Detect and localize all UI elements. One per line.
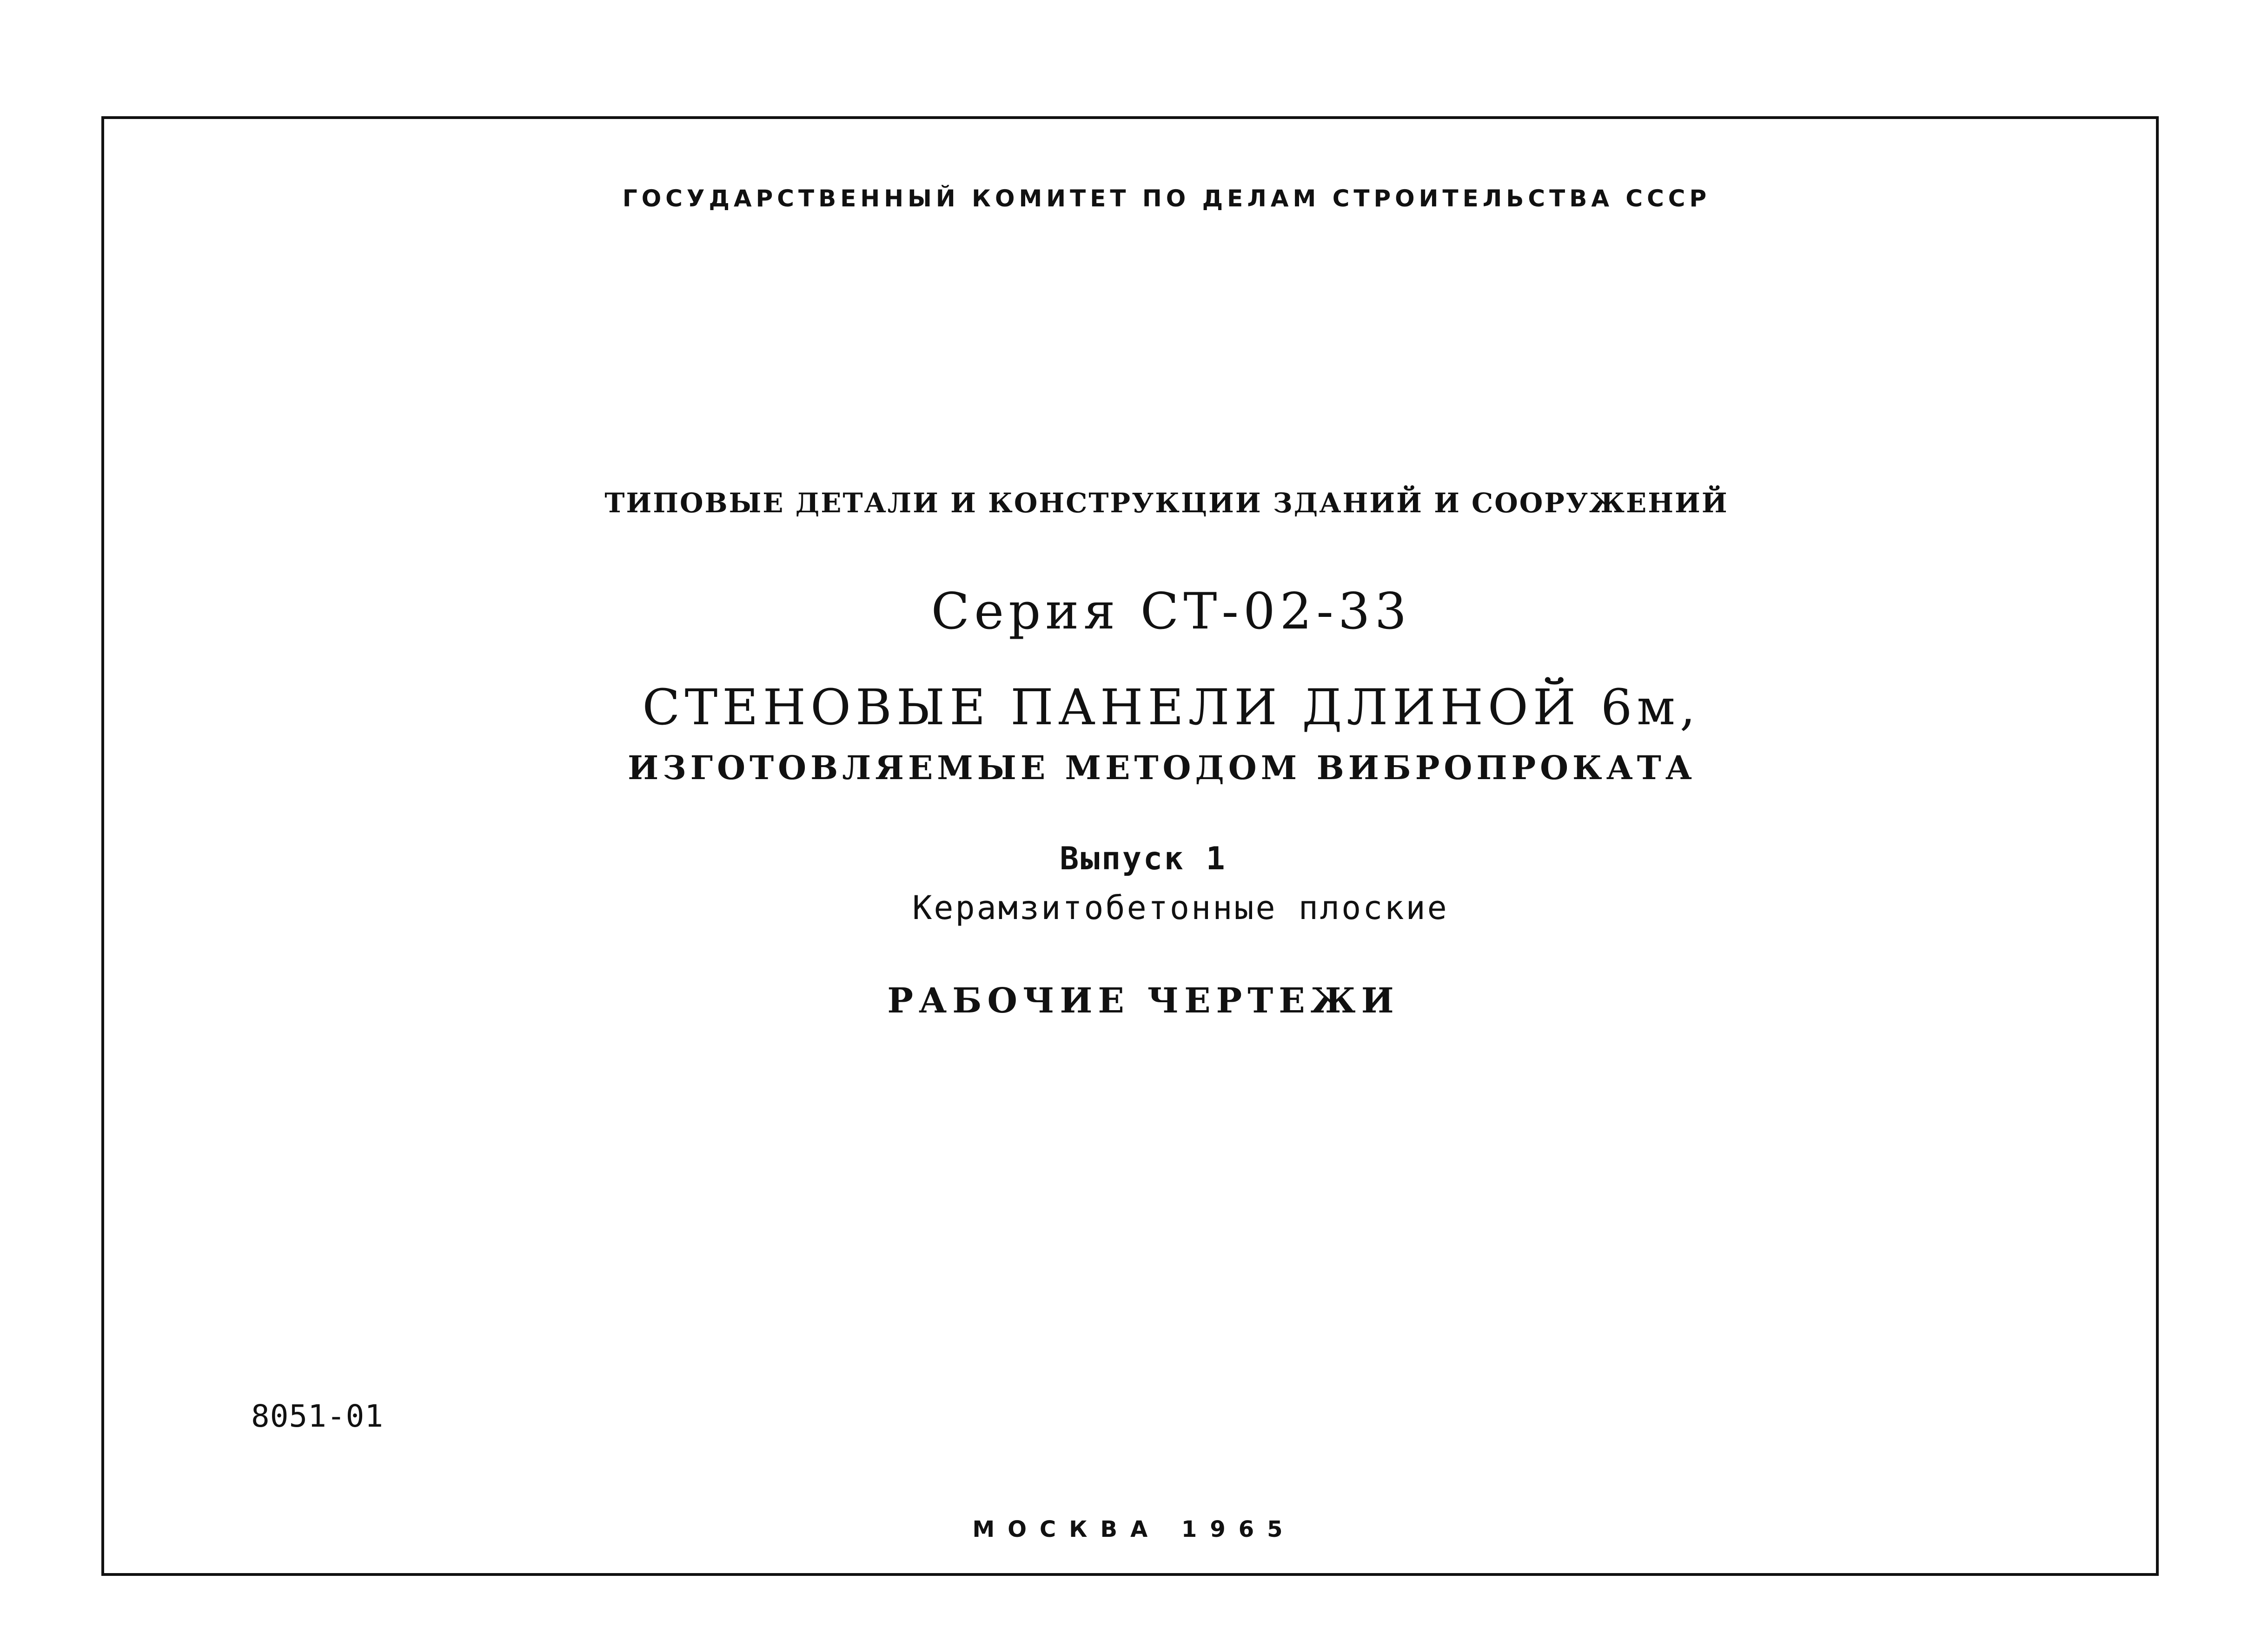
issue-description: Керамзитобетонные плоские <box>912 889 1449 927</box>
publication-imprint: МОСКВА 1965 <box>972 1516 1296 1542</box>
series-number: Серия СТ-02-33 <box>931 582 1412 641</box>
inventory-number: 8051-01 <box>251 1398 384 1434</box>
issue-number: Выпуск 1 <box>1060 840 1227 877</box>
document-type: РАБОЧИЕ ЧЕРТЕЖИ <box>887 981 1399 1021</box>
issuing-authority: ГОСУДАРСТВЕННЫЙ КОМИТЕТ ПО ДЕЛАМ СТРОИТЕЛЬСТВА СССР <box>622 185 1711 212</box>
document-subtitle: ИЗГОТОВЛЯЕМЫЕ МЕТОДОМ ВИБРОПРОКАТА <box>628 748 1696 787</box>
collection-title: ТИПОВЫЕ ДЕТАЛИ И КОНСТРУКЦИИ ЗДАНИЙ И СООРУЖЕНИЙ <box>604 487 1729 519</box>
document-title: СТЕНОВЫЕ ПАНЕЛИ ДЛИНОЙ 6м, <box>642 679 1700 736</box>
